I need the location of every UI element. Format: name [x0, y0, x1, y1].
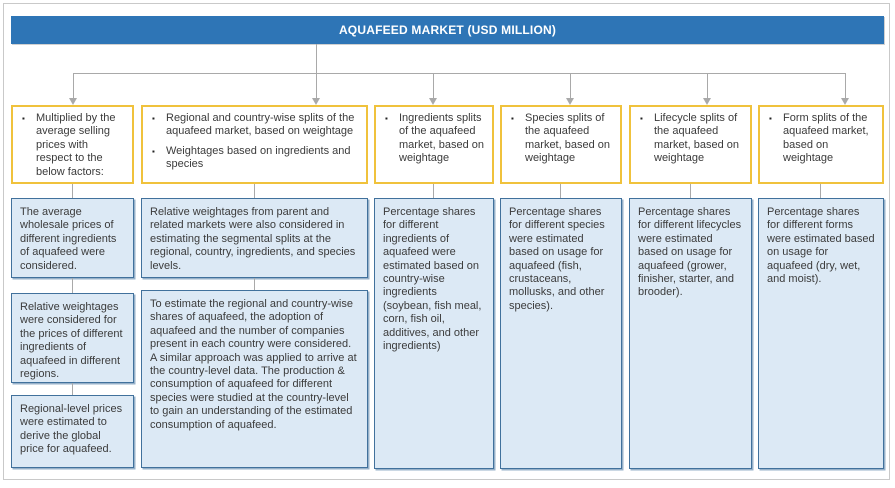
connector-stem-1 — [73, 73, 74, 99]
bullet-item — [769, 112, 876, 166]
bullet-square-icon: ▪ — [22, 114, 25, 123]
header-box-regional-splits — [141, 105, 368, 184]
arrow-down-icon — [429, 98, 437, 105]
bullet-square-icon: ▪ — [640, 114, 643, 123]
bullet-item — [152, 112, 360, 139]
connector-stem-3 — [433, 73, 434, 99]
header-text: Regional and country-wise splits of the aquafeed market, based on weightage — [166, 112, 355, 138]
stub-line — [560, 184, 561, 198]
bullet-square-icon: ▪ — [769, 114, 772, 123]
bullet-square-icon: ▪ — [385, 114, 388, 123]
header-box-species-splits — [500, 105, 622, 184]
header-box-lifecycle-splits — [629, 105, 752, 184]
header-text: Lifecycle splits of the aquafeed market, based on weightage — [654, 112, 739, 165]
connector-stem-6 — [845, 73, 846, 99]
stub-line — [820, 184, 821, 198]
bullet-item — [511, 112, 614, 166]
header-text: Species splits of the aquafeed market, based on weightage — [525, 112, 610, 165]
connector-horizontal-line — [73, 73, 845, 74]
note-box: Percentage shares for different species were estimated based on usage for aquafeed (fish, crustaceans, mollusks, and other species). — [500, 198, 622, 469]
arrow-down-icon — [703, 98, 711, 105]
stub-line — [690, 184, 691, 198]
note-box: Regional-level prices were estimated to derive the global price for aquafeed. — [11, 395, 134, 468]
header-text: Multiplied by the average selling prices with respect to the below factors: — [36, 112, 116, 178]
note-box: Percentage shares for different lifecycles were estimated based on usage for aquafeed (grower, finisher, starter, and brooder). — [629, 198, 752, 469]
title-banner — [11, 16, 884, 44]
banner-drop-line — [316, 44, 317, 99]
bullet-item — [640, 112, 744, 166]
bullet-item — [152, 145, 360, 172]
header-box-pricing — [11, 105, 134, 184]
bullet-square-icon: ▪ — [511, 114, 514, 123]
header-text: Ingredients splits of the aquafeed market, based on weightage — [399, 112, 484, 165]
arrow-down-icon — [841, 98, 849, 105]
note-box: Relative weightages from parent and related markets were also considered in estimating the segmental splits at the regional, country, ingredients, and species levels. — [141, 198, 368, 278]
note-box: Relative weightages were considered for the prices of different ingredients of aquafeed in different regions. — [11, 293, 134, 383]
note-box: Percentage shares for different forms were estimated based on usage for aquafeed (dry, wet, and moist). — [758, 198, 884, 469]
note-box: Percentage shares for different ingredients of aquafeed were estimated based on country-wise ingredients (soybean, fish meal, corn, fish oil, additives, and other ingredients) — [374, 198, 494, 469]
header-text: Weightages based on ingredients and species — [166, 144, 351, 171]
page-title: AQUAFEED MARKET (USD MILLION) — [338, 23, 557, 37]
note-box: To estimate the regional and country-wise shares of aquafeed, the adoption of aquafeed and the number of companies present in each country were considered. A similar approach was applied to arrive at the country-level data. The production & consumption of aquafeed for different species were studied at the country-level to gain an understanding of the estimated consumption of aquafeed. — [141, 290, 368, 468]
stub-line — [254, 278, 255, 290]
bullet-square-icon: ▪ — [152, 114, 155, 123]
note-box: The average wholesale prices of different ingredients of aquafeed were considered. — [11, 198, 134, 278]
arrow-down-icon — [69, 98, 77, 105]
header-box-form-splits — [758, 105, 884, 184]
bullet-item — [22, 112, 126, 179]
stub-line — [72, 383, 73, 395]
header-text: Form splits of the aquafeed market, based on weightage — [783, 112, 869, 165]
header-box-ingredients-splits — [374, 105, 494, 184]
connector-stem-5 — [707, 73, 708, 99]
stub-line — [433, 184, 434, 198]
bullet-square-icon: ▪ — [152, 146, 155, 156]
arrow-down-icon — [566, 98, 574, 105]
bullet-item — [385, 112, 486, 166]
stub-line — [72, 184, 73, 198]
arrow-down-icon — [312, 98, 320, 105]
stub-line — [254, 184, 255, 198]
stub-line — [72, 278, 73, 293]
connector-stem-4 — [570, 73, 571, 99]
